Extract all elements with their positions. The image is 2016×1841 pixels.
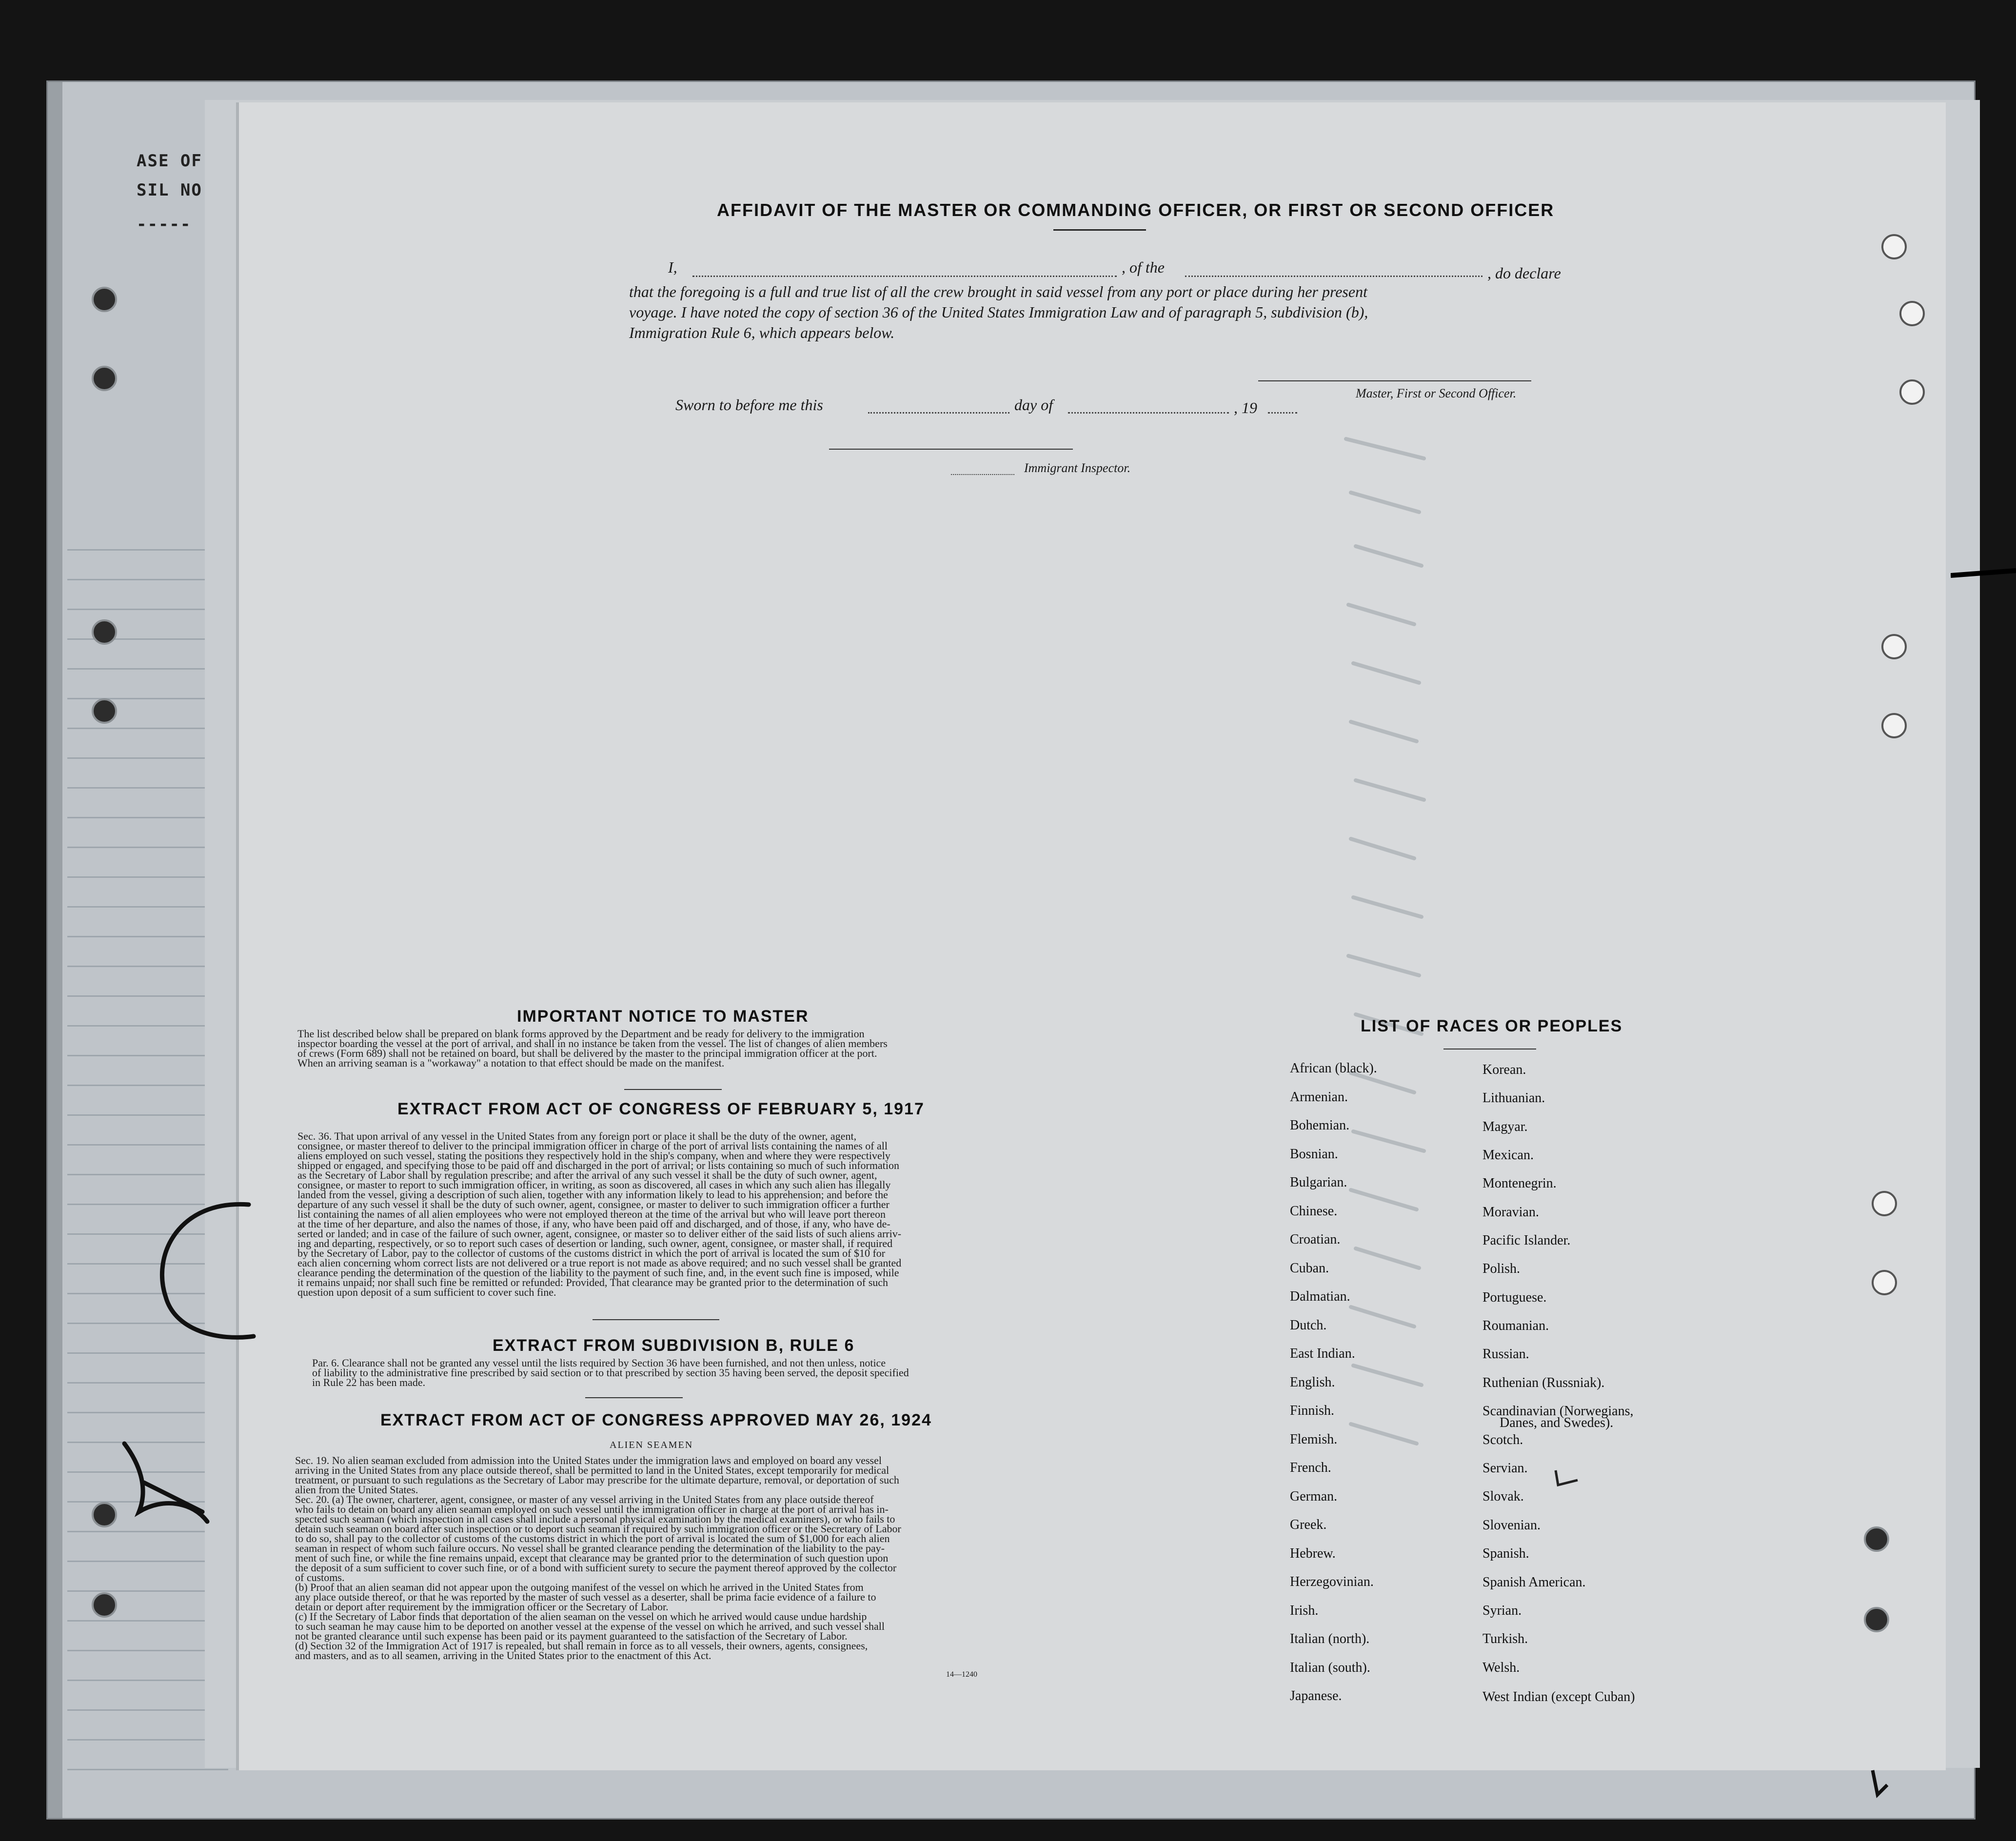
extract-line: any place outside thereof, or that he was reported by the master of such vessel as a deserter, shall be prima facie evidence of a failure to	[295, 1591, 876, 1603]
handwritten-check	[1551, 1465, 1585, 1495]
race-item: Danes, and Swedes).	[1500, 1415, 1614, 1430]
race-item: Spanish.	[1482, 1546, 1529, 1561]
affidavit-line1-mid: , of the	[1122, 258, 1165, 276]
races-title: LIST OF RACES OR PEOPLES	[1361, 1017, 1623, 1035]
inspector-signature-line[interactable]	[829, 449, 1073, 450]
race-item: Bohemian.	[1290, 1118, 1350, 1133]
affidavit-title: AFFIDAVIT OF THE MASTER OR COMMANDING OFFICER, OR FIRST OR SECOND OFFICER	[717, 200, 1555, 220]
race-item: Lithuanian.	[1482, 1090, 1545, 1106]
stamp-line-2: SIL NO	[137, 180, 202, 200]
inspector-dots	[951, 474, 1014, 475]
hole-icon	[1899, 379, 1925, 405]
race-item: English.	[1290, 1374, 1335, 1390]
extract-line: to do so, shall pay to the collector of customs of the customs district in which the port of arrival is located the sum of $1,000 for each alien	[295, 1532, 890, 1544]
hole-icon	[1864, 1607, 1889, 1632]
notice-title: IMPORTANT NOTICE TO MASTER	[517, 1007, 809, 1026]
extract-line: (b) Proof that an alien seaman did not appear upon the outgoing manifest of the vessel on which he arrived in the United States from	[295, 1581, 864, 1593]
race-item: East Indian.	[1290, 1346, 1355, 1361]
extract-line: spected such seaman (which inspection in all cases shall include a personal physical examination by the medical examiners), or who fails to	[295, 1513, 895, 1525]
subdivision-line: in Rule 22 has been made.	[312, 1376, 426, 1388]
affidavit-line3: voyage. I have noted the copy of section 36 of the United States Immigration Law and of paragraph 5, subdivision (b),	[629, 303, 1368, 321]
affidavit-line2: that the foregoing is a full and true list of all the crew brought in said vessel from any port or place during her present	[629, 283, 1367, 300]
extract-line: consignee, or master to report to such immigration officer, in writing, as soon as discovered, all cases in which any such alien has illegally	[297, 1179, 891, 1191]
extract-line: Sec. 20. (a) The owner, charterer, agent, consignee, or master of any vessel arriving in the United States from any place outside thereof	[295, 1493, 874, 1505]
extract-line: as the Secretary of Labor shall by regulation prescribe; and after the arrival of any such vessel it shall be the duty of such owner, agent,	[297, 1169, 877, 1181]
extract-line: ing and departing, respectively, or so to report such cases of desertion or landing, such owner, agent, consignee, or master shall, if required	[297, 1237, 893, 1249]
race-item: Chinese.	[1290, 1203, 1338, 1219]
extract-line: departure of any such vessel it shall be the duty of such owner, agent, consignee, or master to deliver to such immigration officer a further	[297, 1198, 889, 1210]
handwritten-mark	[105, 1429, 222, 1536]
race-item: Ruthenian (Russniak).	[1482, 1375, 1605, 1390]
subdivision-line: Par. 6. Clearance shall not be granted any vessel until the lists required by Section 36 have been furnished, and not then unless, notice	[312, 1357, 886, 1369]
hole-icon	[1864, 1526, 1889, 1552]
stamp-line-1: ASE OF	[137, 151, 202, 171]
race-item: Herzegovinian.	[1290, 1574, 1374, 1589]
notice-line: of crews (Form 689) shall not be retained on board, but shall be delivered by the master to the principal immigration officer at the port.	[297, 1047, 877, 1059]
extract-line: aliens employed on such vessel, stating the positions they respectively hold in the ship's company, when and where they were respectively	[297, 1149, 890, 1162]
hole-icon	[92, 1592, 117, 1618]
race-item: Spanish American.	[1482, 1575, 1586, 1590]
race-item: Magyar.	[1482, 1119, 1528, 1134]
affidavit-line4: Immigration Rule 6, which appears below.	[629, 324, 895, 341]
affidavit-line1-start: I,	[668, 258, 677, 276]
master-signature-line[interactable]	[1258, 380, 1531, 381]
hole-icon	[1881, 634, 1907, 659]
sworn-end: , 19	[1234, 399, 1257, 416]
extract-line: consignee, or master thereof to deliver to the principal immigration officer in charge of the port of arrival lists containing the names of all	[297, 1140, 888, 1152]
race-item: Italian (south).	[1290, 1660, 1370, 1675]
extract-1917-text	[297, 1131, 1024, 1297]
subdivision-line: of liability to the administrative fine prescribed by said section or to that prescribed by section 35 having been served, the deposit specified	[312, 1366, 909, 1379]
race-item: Hebrew.	[1290, 1545, 1336, 1561]
vessel-blank[interactable]	[1185, 276, 1482, 277]
hole-icon	[1881, 713, 1907, 738]
sworn-start: Sworn to before me this	[675, 396, 823, 414]
section-rule	[593, 1319, 719, 1320]
extract-line: alien from the United States.	[295, 1484, 418, 1496]
extract-line: and masters, and as to all seamen, arriving in the United States prior to the enactment of this Act.	[295, 1649, 712, 1662]
race-item: Irish.	[1290, 1603, 1319, 1618]
race-item: Croatian.	[1290, 1232, 1341, 1247]
extract-line: each alien concerning whom correct lists are not delivered or a true report is not made as above required; and no such vessel shall be granted	[297, 1257, 902, 1269]
extract-line: question upon deposit of a sum sufficient to cover such fine.	[297, 1286, 556, 1298]
race-item: Syrian.	[1482, 1603, 1522, 1618]
extract-line: serted or landed; and in case of the failure of such owner, agent, consignee, or master so to deliver either of the said lists of such aliens arriv-	[297, 1227, 902, 1240]
extract-line: clearance pending the determination of the question of the liability to the payment of such fine, and, in the event such fine is imposed, while	[297, 1267, 899, 1279]
extract-line: it remains unpaid; nor shall such fine be remitted or refunded: Provided, That clearance may be granted prior to the determination of such	[297, 1276, 889, 1288]
race-item: Scandinavian (Norwegians,	[1482, 1404, 1634, 1419]
race-item: French.	[1290, 1460, 1331, 1475]
race-item: Moravian.	[1482, 1205, 1539, 1220]
race-item: Greek.	[1290, 1517, 1327, 1532]
race-item: West Indian (except Cuban)	[1482, 1689, 1635, 1704]
alien-seamen-heading: ALIEN SEAMEN	[610, 1440, 693, 1450]
affidavit-line1-end: , do declare	[1487, 264, 1561, 282]
extract-line: ment of such fine, or while the fine remains unpaid, except that clearance may be granted prior to the determination of such question upon	[295, 1552, 889, 1564]
handwritten-arc	[122, 1190, 268, 1351]
extract-line: by the Secretary of Labor, pay to the collector of customs of the customs district in which the port of arrival is located the sum of $10 for	[297, 1247, 886, 1259]
race-item: Dutch.	[1290, 1317, 1327, 1333]
extract-line: Sec. 19. No alien seaman excluded from admission into the United States under the immigration laws and employed on board any vessel	[295, 1454, 882, 1466]
race-item: Roumanian.	[1482, 1318, 1549, 1333]
subdivision-text	[312, 1358, 1019, 1387]
section-rule	[585, 1397, 683, 1398]
race-item: Dalmatian.	[1290, 1289, 1350, 1304]
extract-line: (d) Section 32 of the Immigration Act of 1917 is repealed, but shall remain in force as to all vessels, their owners, agents, consignees,	[295, 1640, 868, 1652]
race-item: Armenian.	[1290, 1089, 1348, 1105]
race-item: German.	[1290, 1488, 1338, 1504]
notice-line: The list described below shall be prepared on blank forms approved by the Department and be ready for delivery to the immigration	[297, 1028, 865, 1040]
extract-line: landed from the vessel, giving a description of such alien, together with any information likely to lead to his apprehension; and before the	[297, 1188, 888, 1201]
hole-icon	[1899, 301, 1925, 326]
handwritten-corner-mark	[1863, 1765, 1892, 1804]
extract-1924-title: EXTRACT FROM ACT OF CONGRESS APPROVED MAY 26, 1924	[380, 1411, 932, 1429]
sheet-edge	[48, 82, 62, 1818]
extract-line: not be granted clearance until such expense has been paid or its payment guaranteed to the satisfaction of the Secretary of Labor.	[295, 1630, 848, 1642]
race-item: Mexican.	[1482, 1148, 1534, 1163]
extract-line: the deposit of a sum sufficient to cover such fine, or of a bond with sufficient surety to secure the payment thereof approved by the collector	[295, 1562, 897, 1574]
hole-icon	[92, 698, 117, 724]
race-item: Slovak.	[1482, 1489, 1524, 1504]
race-item: Welsh.	[1482, 1660, 1520, 1675]
race-item: Montenegrin.	[1482, 1176, 1557, 1191]
extract-line: list containing the names of all alien employees who were not employed thereon at the time of the arrival but who will leave port thereon	[297, 1208, 886, 1220]
race-item: Italian (north).	[1290, 1631, 1370, 1646]
race-item: Russian.	[1482, 1346, 1529, 1362]
hole-icon	[92, 287, 117, 312]
extract-line: treatment, or pursuant to such regulations as the Secretary of Labor may prescribe for the ultimate departure, removal, or deportation of such	[295, 1474, 899, 1486]
race-item: Flemish.	[1290, 1431, 1338, 1447]
extract-1924-text	[295, 1456, 1017, 1661]
section-rule	[624, 1089, 722, 1090]
extract-line: detain such seaman on board after such inspection or to deport such seaman if required by such immigration officer or the Secretary of Labor	[295, 1523, 901, 1535]
extract-line: detain or deport after requirement by the immigration officer or the Secretary of Labor.	[295, 1601, 669, 1613]
sworn-mid: day of	[1014, 396, 1053, 414]
inspector-caption: Immigrant Inspector.	[1024, 461, 1131, 475]
bleed-through-marks	[1336, 429, 1453, 1551]
race-item: Korean.	[1482, 1062, 1526, 1077]
race-item: Slovenian.	[1482, 1518, 1541, 1533]
extract-line: who fails to detain on board any alien seaman employed on such vessel until the immigration officer in charge at the port of arrival has in-	[295, 1503, 889, 1515]
extract-line: at the time of her departure, and also the names of those, if any, who have been paid off and discharged, and of those, if any, who have de-	[297, 1218, 890, 1230]
extract-line: seaman in respect of whom such failure occurs. No vessel shall be granted clearance pending the determination of the liability to the pay-	[295, 1542, 885, 1554]
month-blank[interactable]	[1068, 412, 1229, 414]
extract-line: shipped or engaged, and specifying those to be paid off and discharged in the port of arrival; or lists containing so much of such information	[297, 1159, 899, 1171]
race-item: Bosnian.	[1290, 1146, 1338, 1162]
race-item: Bulgarian.	[1290, 1175, 1347, 1190]
title-rule	[1053, 229, 1146, 231]
hole-icon	[1881, 234, 1907, 259]
stamp-line-3: -----	[137, 215, 192, 234]
day-blank[interactable]	[868, 412, 1009, 414]
race-item: Portuguese.	[1482, 1290, 1547, 1305]
race-item: Finnish.	[1290, 1403, 1335, 1418]
notice-text	[297, 1029, 1024, 1068]
hole-icon	[92, 366, 117, 391]
race-item: Polish.	[1482, 1261, 1521, 1276]
extract-line: Sec. 36. That upon arrival of any vessel in the United States from any foreign port or place it shall be the duty of the owner, agent,	[297, 1130, 857, 1142]
hole-icon	[92, 619, 117, 645]
hole-icon	[1872, 1191, 1897, 1216]
extract-1917-title: EXTRACT FROM ACT OF CONGRESS OF FEBRUARY 5, 1917	[397, 1100, 925, 1118]
race-item: Cuban.	[1290, 1260, 1329, 1276]
extract-line: of customs.	[295, 1571, 345, 1584]
race-item: African (black).	[1290, 1061, 1377, 1076]
race-item: Servian.	[1482, 1461, 1528, 1476]
race-item: Scotch.	[1482, 1432, 1523, 1447]
extract-line: (c) If the Secretary of Labor finds that deportation of the alien seaman on the vessel on which he arrived would cause undue hardship	[295, 1610, 867, 1623]
form-number: 14—1240	[946, 1670, 977, 1679]
notice-line: inspector boarding the vessel at the port of arrival, and shall in no instance be taken from the vessel. The list of changes of alien members	[297, 1037, 888, 1049]
race-item: Pacific Islander.	[1482, 1233, 1571, 1248]
master-signature-caption: Master, First or Second Officer.	[1356, 386, 1517, 400]
year-blank[interactable]	[1268, 412, 1297, 414]
name-blank[interactable]	[692, 276, 1117, 277]
extract-line: arriving in the United States from any place outside thereof, shall be permitted to land in the United States, except temporarily for medical	[295, 1464, 889, 1476]
notice-line: When an arriving seaman is a "workaway" a notation to that effect should be made on the manifest.	[297, 1057, 725, 1069]
subdivision-title: EXTRACT FROM SUBDIVISION B, RULE 6	[493, 1336, 855, 1355]
race-item: Turkish.	[1482, 1631, 1528, 1646]
dark-strip	[1951, 566, 2016, 585]
race-item: Japanese.	[1290, 1688, 1342, 1703]
hole-icon	[1872, 1270, 1897, 1295]
extract-line: to such seaman he may cause him to be deported on another vessel at the expense of the vessel on which he arrived, and such vessel shall	[295, 1620, 885, 1632]
